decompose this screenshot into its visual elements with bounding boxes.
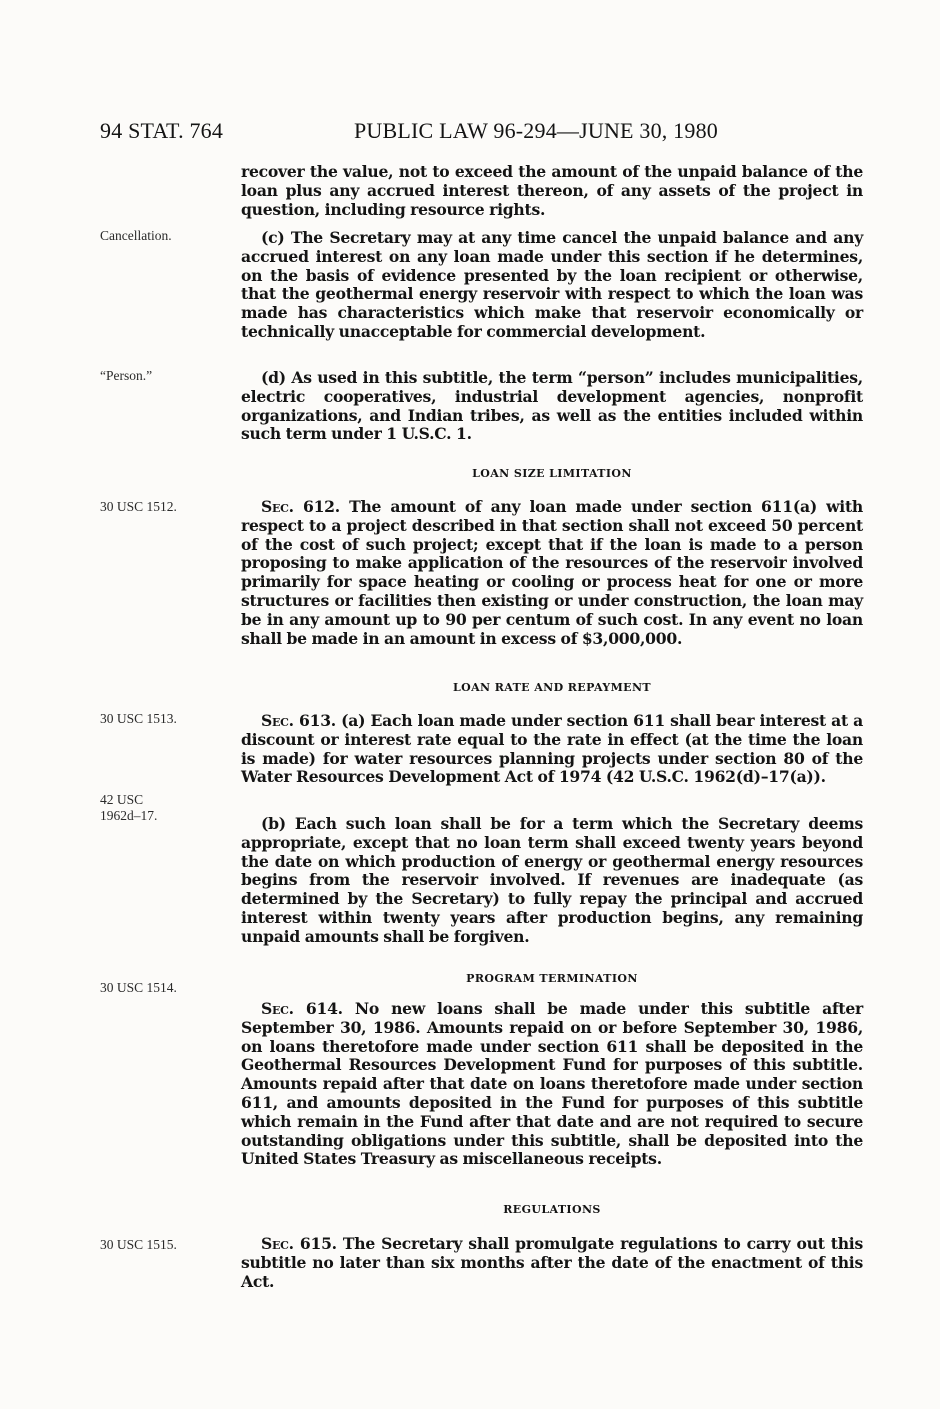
- margin-note-usc-1512: 30 USC 1512.: [100, 499, 177, 514]
- margin-note-usc-1962-line2: 1962d–17.: [100, 808, 158, 823]
- heading-regulations: REGULATIONS: [503, 1203, 601, 1216]
- margin-note-person: “Person.”: [100, 368, 153, 383]
- paragraph-cancellation: (c) The Secretary may at any time cancel the unpaid balance and any accrued interest on any loan made under this section if he determines, on the basis of evidence presented by the loan recipient or otherwise, that the geothermal energy reservoir with respect to which the loan was made has characteristics which make that reservoir economically or technically unacceptable for commercial development.: [241, 228, 863, 341]
- margin-note-usc-1513: 30 USC 1513.: [100, 711, 177, 726]
- stat-reference: 94 STAT. 764: [100, 118, 224, 143]
- section-613-label: Sec. 613.: [261, 711, 336, 730]
- margin-note-cancellation: Cancellation.: [100, 228, 172, 243]
- margin-note-usc-1514: 30 USC 1514.: [100, 980, 177, 995]
- section-612-label: Sec. 612.: [261, 497, 340, 516]
- paragraph-recover: recover the value, not to exceed the amount of the unpaid balance of the loan plus any accrued interest thereon, of any assets of the project in question, including resource rights.: [241, 162, 863, 219]
- section-612: [241, 498, 863, 648]
- section-613b: (b) Each such loan shall be for a term which the Secretary deems appropriate, except that no loan term shall exceed twenty years beyond the date on which production of energy or geothermal energy resources begins from the reservoir involved. If revenues are inadequate (as determined by the Secretary) to fully repay the principal and accrued interest within twenty years after production begins, any remaining unpaid amounts shall be forgiven.: [241, 814, 863, 946]
- heading-loan-rate-and-repayment: LOAN RATE AND REPAYMENT: [452, 681, 651, 694]
- section-614-label: Sec. 614.: [261, 999, 343, 1018]
- heading-loan-size-limitation: LOAN SIZE LIMITATION: [472, 467, 632, 480]
- section-613a: [241, 712, 863, 787]
- margin-note-usc-1515: 30 USC 1515.: [100, 1237, 177, 1252]
- section-615: [241, 1235, 863, 1291]
- page-title: PUBLIC LAW 96-294—JUNE 30, 1980: [354, 118, 718, 143]
- margin-note-usc-1962-line1: 42 USC: [100, 792, 144, 807]
- section-615-text: The Secretary shall promulgate regulations to carry out this subtitle no later than six months after the date of the enactment of this Act.: [241, 1234, 864, 1291]
- section-613a-text: (a) Each loan made under section 611 shall bear interest at a discount or interest rate equal to the rate in effect (at the time the loan is made) for water resources planning projects under section 80 of the Water Resources Development Act of 1974 (42 U.S.C. 1962(d)–17(a)).: [241, 711, 863, 787]
- section-612-text: The amount of any loan made under section 611(a) with respect to a project described in that section shall not exceed 50 percent of the cost of such project; except that if the loan is made to a person proposing to make application of the resources of the reservoir involved primarily for space heating or cooling or process heat for one or more structures or facilities then existing or under construction, the loan may be in any amount up to 90 per centum of such cost. In any event no loan shall be made in an amount in excess of $3,000,000.: [241, 497, 863, 648]
- page-header: [100, 118, 860, 148]
- heading-program-termination: PROGRAM TERMINATION: [466, 972, 638, 985]
- paragraph-person-definition: (d) As used in this subtitle, the term “person” includes municipalities, electric cooperatives, industrial development agencies, nonprofit organizations, and Indian tribes, as well as the entities included within such term under 1 U.S.C. 1.: [241, 368, 863, 444]
- section-615-label: Sec. 615.: [261, 1234, 337, 1253]
- margin-note-usc-1962: [100, 792, 230, 824]
- section-614: [241, 1000, 863, 1169]
- section-614-text: No new loans shall be made under this subtitle after September 30, 1986. Amounts repaid on or before September 30, 1986, on loans theretofore made under section 611 shall be deposited in the Geothermal Resources Development Fund for purposes of this subtitle. Amounts repaid after that date on loans theretofore made under section 611, and amounts deposited in the Fund for purposes of this subtitle which remain in the Fund after that date and are not required to secure outstanding obligations under this subtitle, shall be deposited into the United States Treasury as miscellaneous receipts.: [241, 999, 863, 1169]
